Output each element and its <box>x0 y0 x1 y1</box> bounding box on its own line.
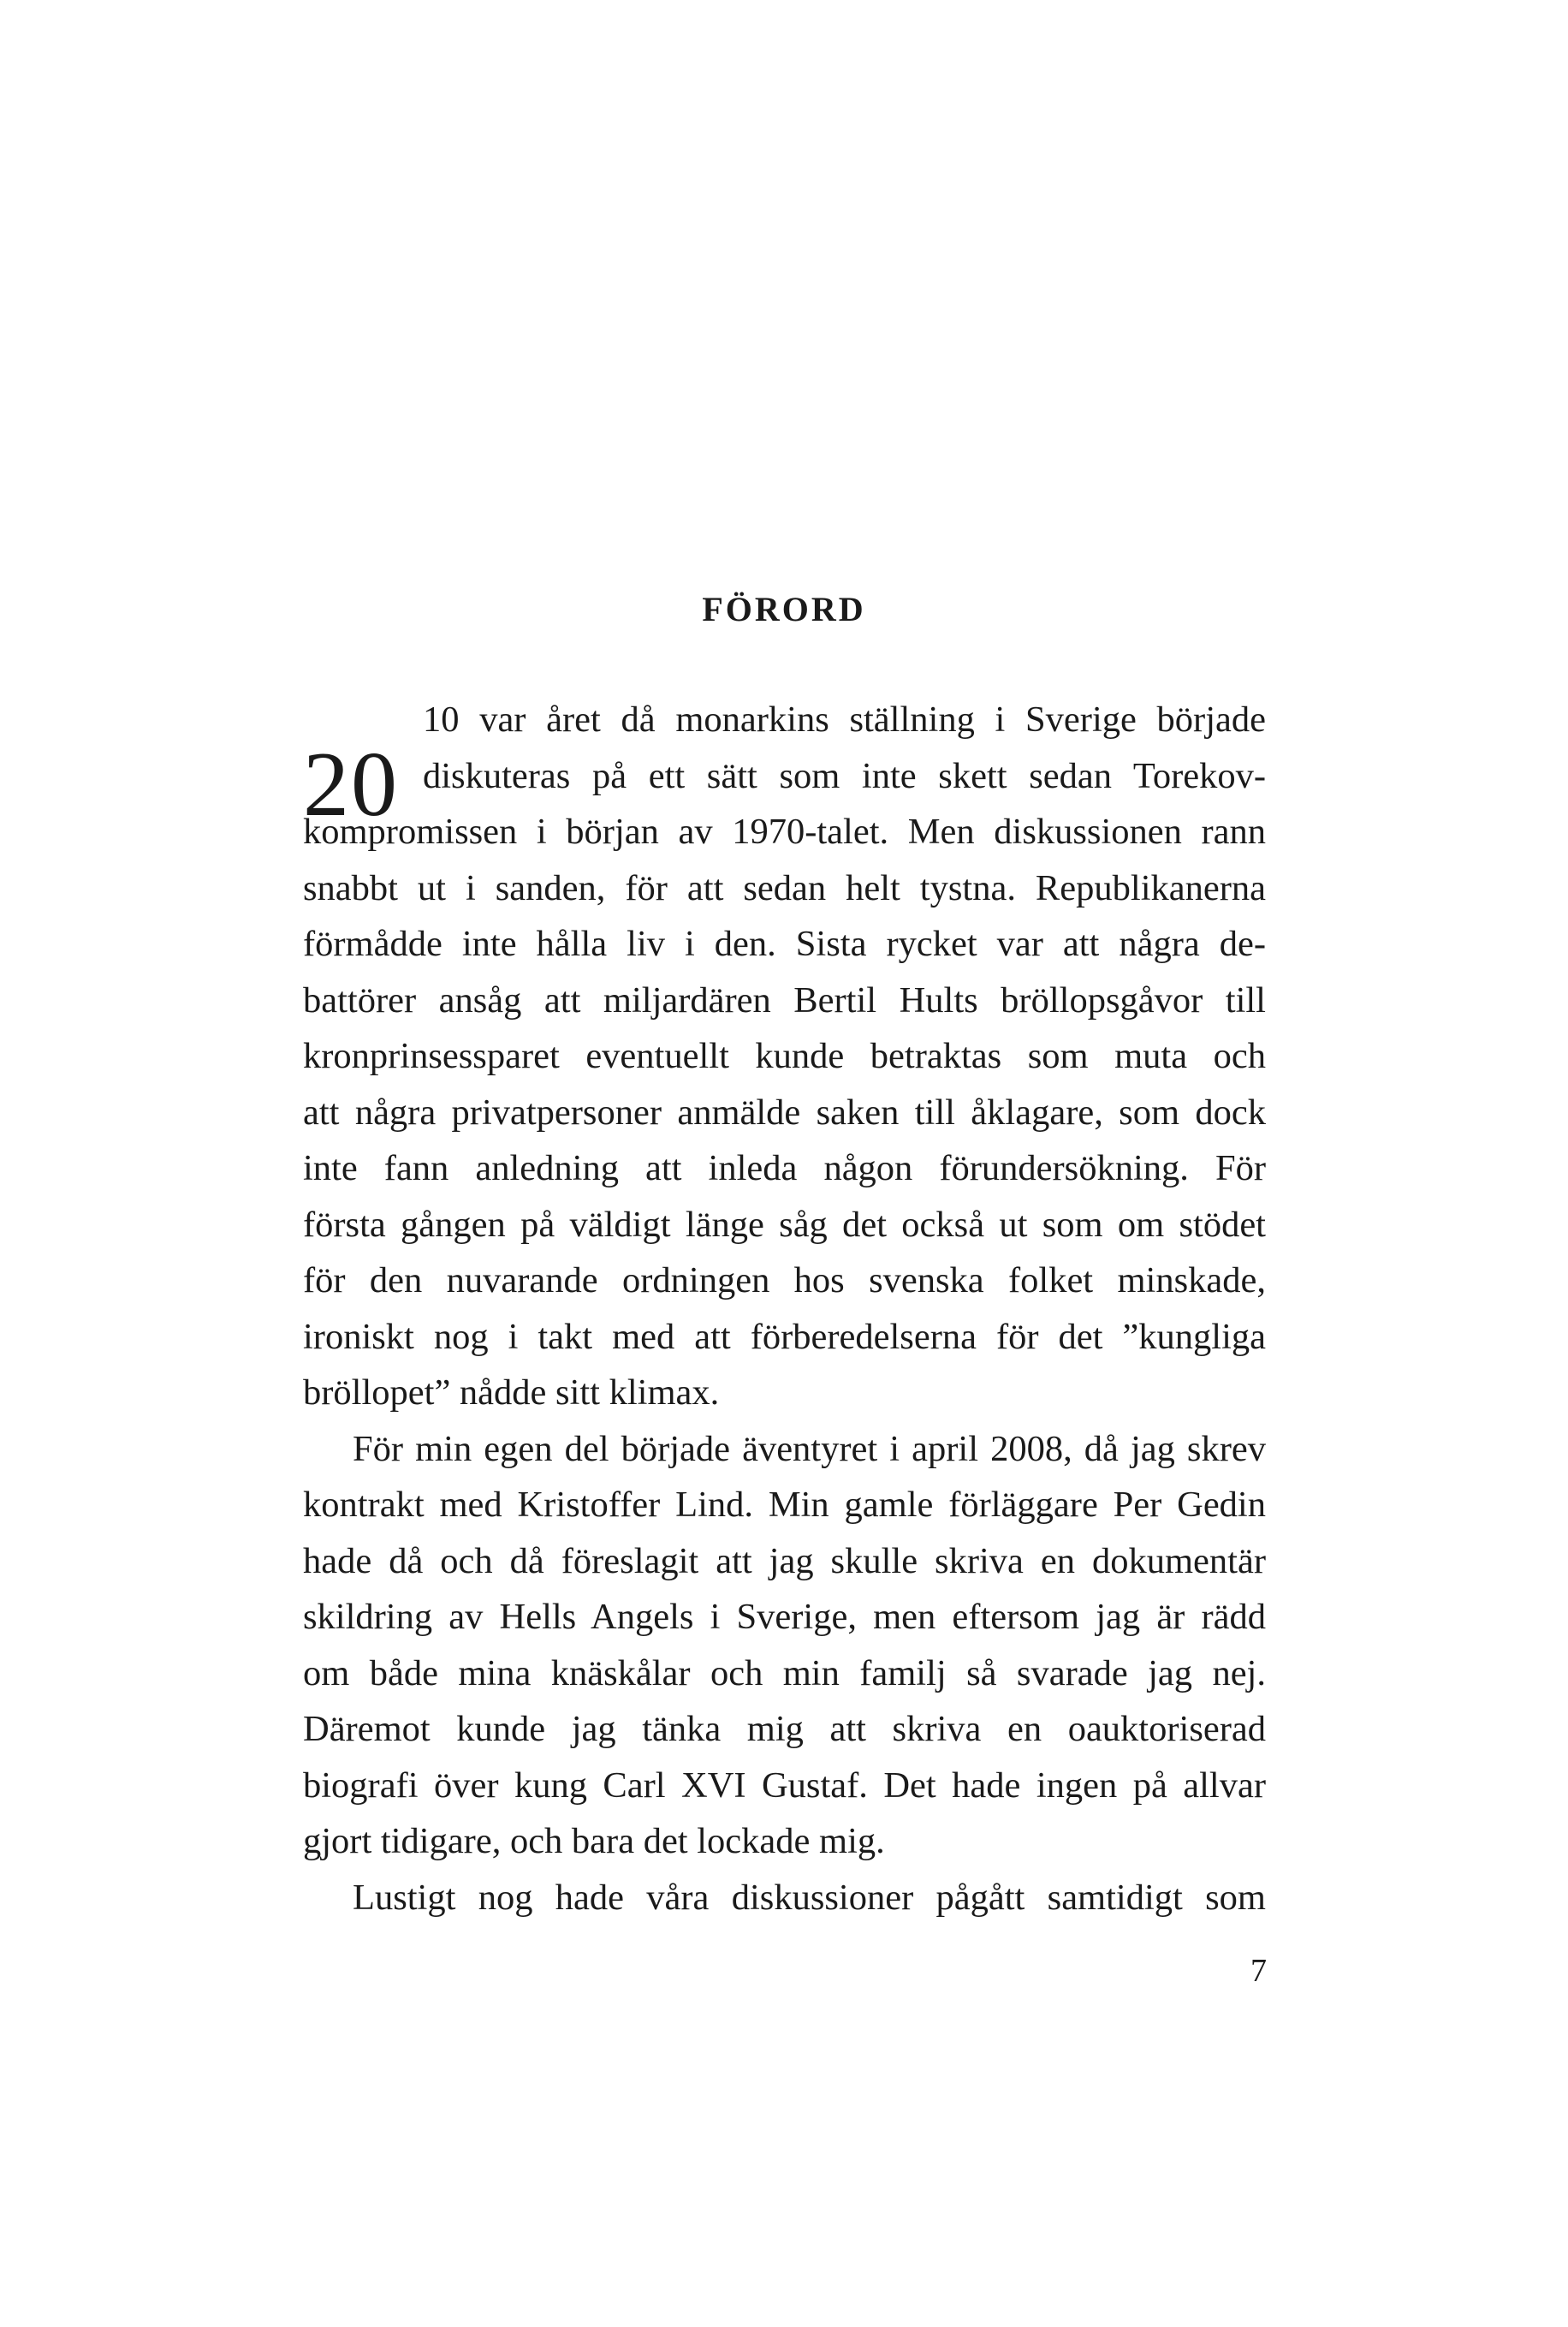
text-line: ironiskt nog i takt med att förberedelserna för det ”kungliga <box>303 1316 1266 1357</box>
opening-paragraph <box>303 692 1266 1421</box>
text-line: förmådde inte hålla liv i den. Sista rycket var att några de- <box>303 924 1266 964</box>
body-text <box>303 692 1266 1925</box>
text-line: om både mina knäskålar och min familj så svarade jag nej. <box>303 1652 1266 1693</box>
drop-cap: 20 <box>303 734 399 836</box>
text-line: diskuteras på ett sätt som inte skett sedan Torekov- <box>423 755 1266 796</box>
text-line: kontrakt med Kristoffer Lind. Min gamle förläggare Per Gedin <box>303 1485 1266 1525</box>
text-line: Däremot kunde jag tänka mig att skriva en oauktoriserad <box>303 1709 1266 1749</box>
text-line: Lustigt nog hade våra diskussioner pågått samtidigt som <box>353 1877 1266 1918</box>
text-line: hade då och då föreslagit att jag skulle skriva en dokumentär <box>303 1540 1266 1581</box>
page-number: 7 <box>1250 1953 1267 1989</box>
text-line: gjort tidigare, och bara det lockade mig. <box>303 1821 885 1861</box>
text-line: första gången på väldigt länge såg det också ut som om stödet <box>303 1204 1266 1245</box>
text-line: snabbt ut i sanden, för att sedan helt tystna. Republikanerna <box>303 867 1266 908</box>
text-line: biografi över kung Carl XVI Gustaf. Det hade ingen på allvar <box>303 1765 1266 1806</box>
text-line: kompromissen i början av 1970-talet. Men diskussionen rann <box>303 812 1266 852</box>
text-line: För min egen del började äventyret i april 2008, då jag skrev <box>353 1428 1266 1469</box>
second-paragraph <box>303 1421 1266 1870</box>
text-line: 10 var året då monarkins ställning i Sverige började <box>423 699 1266 740</box>
text-line: att några privatpersoner anmälde saken till åklagare, som dock <box>303 1092 1266 1133</box>
text-line: battörer ansåg att miljardären Bertil Hults bröllopsgåvor till <box>303 979 1266 1021</box>
text-line: inte fann anledning att inleda någon förundersökning. För <box>303 1148 1266 1188</box>
text-line: för den nuvarande ordningen hos svenska folket minskade, <box>303 1260 1266 1300</box>
chapter-title: FÖRORD <box>702 590 866 628</box>
text-line: bröllopet” nådde sitt klimax. <box>303 1372 720 1413</box>
text-line: skildring av Hells Angels i Sverige, men eftersom jag är rädd <box>303 1597 1266 1637</box>
third-paragraph <box>303 1870 1266 1926</box>
text-line: kronprinsessparet eventuellt kunde betraktas som muta och <box>303 1036 1266 1076</box>
